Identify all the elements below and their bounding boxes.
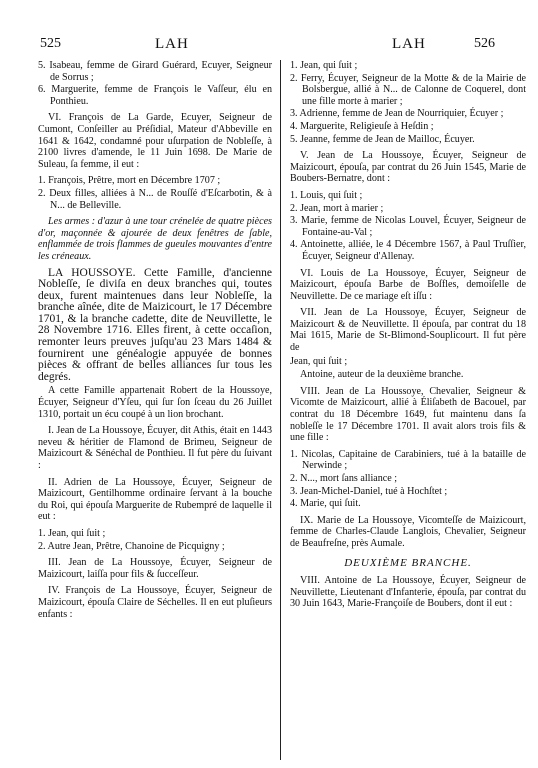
family-entry-paragraph: LA HOUSSOYE. Cette Famille, d'ancienne Nobleſſe, ſe diviſa en deux branches qui, toutes deux, furent maintenues dans leur Nobleſſe, la branche aînée, dite de Maizicourt, le 17 Décembre 1701, & la branche cadette, dite de Neuvillette, le 28 Novembre 1716. Elles firent, à cette occaſion, remonter leurs preuves juſqu'au 23 Mars 1484 & fournirent une généalogie appuyée de bonnes pièces & offrant de belles alliances ſur tous les degrés.	[38, 266, 272, 383]
child-entry: 1. Jean, qui ſuit ;	[290, 60, 358, 71]
child-entry: 1. Louis, qui ſuit ;	[290, 189, 363, 201]
child-entry: 6. Marguerite, femme de François le Vaſſeur, élu en Ponthieu.	[38, 84, 272, 107]
child-entry: 2. Deux filles, alliées à N... de Rouſſé d'Eſcarbotin, & à N... de Belleville.	[38, 187, 272, 211]
left-running-title: LAH	[155, 36, 189, 52]
right-page-number: 526	[474, 36, 495, 51]
child-entry: 2. Jean, mort à marier ;	[290, 202, 384, 214]
degree-paragraph: III. Jean de La Houssoye, Écuyer, Seigneur de Maizicourt, laiſſa pour fils & ſucceſſeur.	[38, 557, 272, 580]
child-entry: Jean, qui ſuit ;	[290, 355, 348, 367]
child-entry: 4. Marie, qui ſuit.	[290, 498, 361, 510]
degree-paragraph: IV. François de La Houssoye, Écuyer, Seigneur de Maizicourt, épouſa Claire de Séchelles. Il en eut pluſieurs enfants :	[38, 585, 272, 620]
right-running-title: LAH	[392, 36, 426, 52]
child-entry: 1. Jean, qui ſuit ;	[38, 527, 106, 539]
left-page-number: 525	[40, 36, 61, 51]
child-entry: Antoine, auteur de la deuxième branche.	[300, 369, 464, 381]
child-entry: 5. Jeanne, femme de Jean de Mailloc, Écuyer.	[290, 133, 475, 145]
child-entry: 2. N..., mort ſans alliance ;	[290, 473, 398, 484]
column-divider	[280, 60, 281, 760]
robert-paragraph: A cette Famille appartenait Robert de la Houssoye, Écuyer, Seigneur d'Yſeu, qui ſur ſon ſceau du 26 Juillet 1310, portait un écu coupé à un lion brochant.	[38, 385, 272, 420]
child-entry: 4. Antoinette, alliée, le 4 Décembre 1567, à Paul Truſſier, Écuyer, Seigneur d'Allenay.	[290, 239, 526, 262]
right-column	[290, 60, 526, 612]
degree-paragraph: VIII. Antoine de La Houssoye, Écuyer, Seigneur de Neuvillette, Lieutenant d'Infanterie, épouſa, par contrat du 30 Juin 1643, Marie-Françoiſe de Boubers, dont il eut :	[290, 575, 526, 610]
degree-paragraph: V. Jean de La Houssoye, Écuyer, Seigneur de Maizicourt, épouſa, par contrat du 26 Juin 1545, Marie de Boubers-Bernatre, dont :	[290, 150, 526, 185]
child-entry: 3. Jean-Michel-Daniel, tué à Hochſtet ;	[290, 485, 448, 497]
degree-paragraph: VI. François de La Garde, Ecuyer, Seigneur de Cumont, Conſeiller au Préſidial, Mateur d'Abbeville en 1641 & 1642, condamné pour uſurpation de Nobleſſe, à 2100 livres d'amende, le 11 Juin 1698. De Marie de Suleau, ſa femme, il eut :	[38, 112, 272, 170]
degree-paragraph: VII. Jean de La Houssoye, Écuyer, Seigneur de Maizicourt & de Neuvillette. Il épouſa, par contrat du 18 Mai 1615, Marie de St-Blimond-Souplicourt. Il fut père de	[290, 307, 526, 354]
child-entry: 4. Marguerite, Religieuſe à Heſdin ;	[290, 120, 434, 132]
child-entry: 3. Adrienne, femme de Jean de Nourriquier, Écuyer ;	[290, 108, 504, 120]
left-column	[38, 60, 272, 622]
child-entry: 1. François, Prêtre, mort en Décembre 1707 ;	[38, 175, 221, 187]
degree-paragraph: I. Jean de La Houssoye, Écuyer, dit Athis, était en 1443 neveu & héritier de Flamond de Brimeu, Seigneur de Maizicourt & Sénéchal de Ponthieu. Il fut père du ſuivant :	[38, 425, 272, 471]
child-entry: 1. Nicolas, Capitaine de Carabiniers, tué à la bataille de Nerwinde ;	[290, 448, 526, 472]
arms-paragraph: Les armes : d'azur à une tour crénelée de quatre pièces d'or, maçonnée & ajourée de deux fenêtres de ſable, enflammée de trois flammes de gueules mouvantes d'entre les créneaux.	[38, 216, 272, 262]
degree-paragraph: II. Adrien de La Houssoye, Écuyer, Seigneur de Maizicourt, Gentilhomme ordinaire ſervant à la bouche du Roi, qui épouſa Marguerite de Rubempré de laquelle il eut :	[38, 476, 272, 523]
section-heading: DEUXIÈME BRANCHE.	[344, 556, 472, 569]
degree-paragraph: VIII. Jean de La Houssoye, Chevalier, Seigneur & Vicomte de Maizicourt, allié à Éliſabeth de Bacouel, par contrat du 18 Décembre 1649, fut maintenu dans ſa nobleſſe le 17 Décembre 1701. Il avait alors trois fils & une fille :	[290, 385, 526, 444]
child-entry: 5. Isabeau, femme de Girard Guérard, Ecuyer, Seigneur de Sorrus ;	[38, 60, 272, 83]
child-entry: 2. Ferry, Écuyer, Seigneur de la Motte & de la Mairie de Bolsbergue, allié à N... de Calonne de Coquerel, dont une fille morte à marier ;	[290, 72, 526, 107]
child-entry: 3. Marie, femme de Nicolas Louvel, Écuyer, Seigneur de Fontaine-au-Val ;	[290, 215, 526, 238]
degree-paragraph: VI. Louis de La Houssoye, Écuyer, Seigneur de Maizicourt, épouſa Barbe de Boſfles, demoiſelle de Neuvillette. De ce mariage eſt iſſu :	[290, 267, 526, 302]
degree-paragraph: IX. Marie de La Houssoye, Vicomteſſe de Maizicourt, femme de Charles-Claude Langlois, Chevalier, Seigneur de Beaufreſne, près Aumale.	[290, 514, 526, 549]
child-entry: 2. Autre Jean, Prêtre, Chanoine de Picquigny ;	[38, 540, 225, 552]
